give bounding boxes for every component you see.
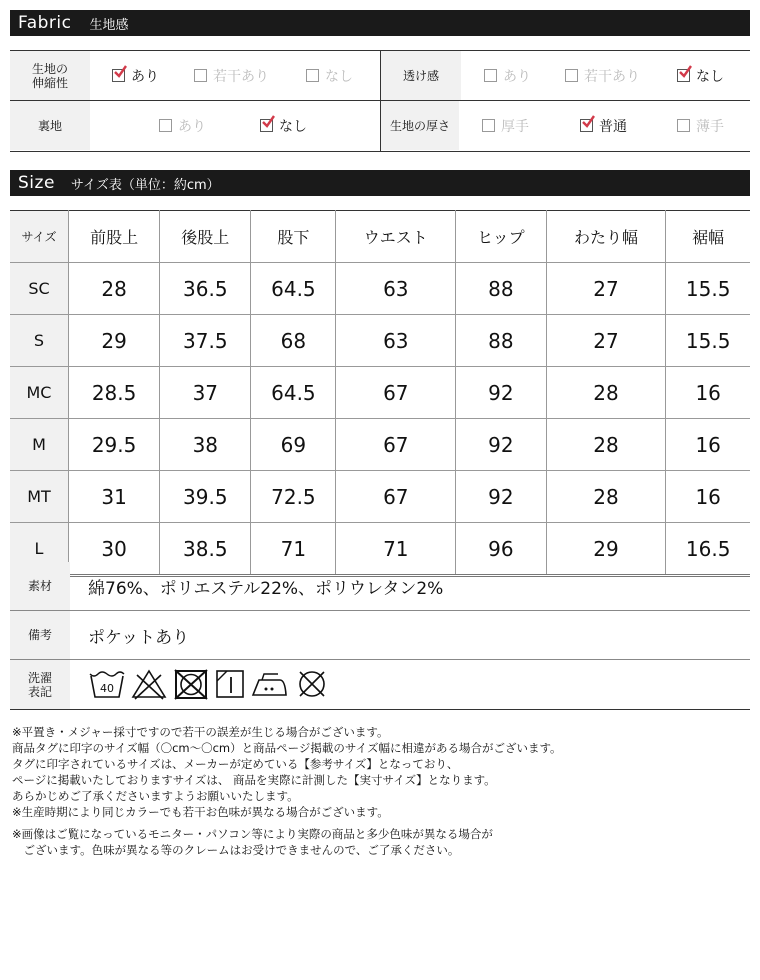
note-line: あらかじめご了承くださいますようお願いいたします。: [12, 789, 299, 803]
sheer-option-slight: 若干あり: [565, 51, 640, 100]
stretch-option-yes: あり: [112, 51, 159, 100]
table-cell: 27: [546, 315, 666, 367]
note-line: ございます。色味が異なる等のクレームはお受けできませんので、ご了承ください。: [12, 843, 460, 857]
table-cell: 16: [666, 471, 750, 523]
material-row: [10, 562, 750, 611]
no-bleach-icon: [130, 668, 168, 700]
checkmark-icon: [678, 65, 692, 79]
note-line: ページに掲載いたしておりますサイズは、 商品を実際に計測した【実寸サイズ】となります。: [12, 773, 496, 787]
table-cell: 88: [456, 315, 546, 367]
table-cell: 15.5: [666, 263, 750, 315]
table-cell: 29.5: [69, 419, 160, 471]
table-cell: 67: [336, 367, 456, 419]
size-label: SC: [10, 263, 69, 315]
care-label: 洗濯 表記: [10, 660, 70, 709]
table-cell: 16.5: [666, 523, 750, 576]
table-cell: 30: [69, 523, 160, 576]
table-cell: 38: [160, 419, 251, 471]
thickness-option-normal: 普通: [580, 101, 627, 150]
sheer-option-yes: あり: [484, 51, 531, 100]
sheer-label: 透け感: [381, 51, 461, 100]
wash-40-icon: [88, 668, 126, 700]
material-value: 綿76%、ポリエステル22%、ポリウレタン2%: [88, 578, 444, 599]
table-cell: 68: [251, 315, 336, 367]
sheer-option-no: なし: [677, 51, 724, 100]
table-cell: 67: [336, 419, 456, 471]
table-cell: 64.5: [251, 263, 336, 315]
column-header: サイズ: [10, 211, 69, 263]
fabric-title: Fabric: [18, 13, 72, 33]
note-line: ※生産時期により同じカラーでも若干お色味が異なる場合がございます。: [12, 805, 389, 819]
stretch-option-no: なし: [306, 51, 353, 100]
table-cell: 36.5: [160, 263, 251, 315]
table-cell: 37: [160, 367, 251, 419]
table-cell: 28: [546, 367, 666, 419]
table-cell: 63: [336, 315, 456, 367]
table-cell: 28: [69, 263, 160, 315]
column-header: 股下: [251, 211, 336, 263]
table-row: [10, 367, 750, 419]
table-cell: 31: [69, 471, 160, 523]
fabric-subtitle: 生地感: [89, 17, 129, 33]
table-cell: 29: [69, 315, 160, 367]
table-row: [10, 315, 750, 367]
table-cell: 39.5: [160, 471, 251, 523]
note-line: 商品タグに印字のサイズ幅（〇cm〜〇cm）と商品ページ掲載のサイズ幅に相違がある場合がございます。: [12, 741, 562, 755]
lining-label: 裏地: [10, 101, 90, 150]
table-cell: 69: [251, 419, 336, 471]
column-header: ヒップ: [456, 211, 546, 263]
thickness-option-thin: 薄手: [677, 101, 724, 150]
column-header: 裾幅: [666, 211, 750, 263]
care-icons: [88, 668, 330, 700]
table-cell: 16: [666, 419, 750, 471]
checkmark-icon: [261, 115, 275, 129]
note-line: ※画像はご覧になっているモニター・パソコン等により実際の商品と多少色味が異なる場合が: [12, 827, 493, 841]
table-row: [10, 419, 750, 471]
size-table-header: [10, 211, 750, 263]
table-row: [10, 263, 750, 315]
lining-option-yes: あり: [159, 101, 206, 150]
column-header: 前股上: [69, 211, 160, 263]
table-cell: 28.5: [69, 367, 160, 419]
table-cell: 15.5: [666, 315, 750, 367]
size-section-header: [10, 170, 750, 196]
table-cell: 64.5: [251, 367, 336, 419]
lining-option-no: なし: [260, 101, 307, 150]
table-row: [10, 471, 750, 523]
size-label: MT: [10, 471, 69, 523]
fabric-divider: [380, 51, 381, 151]
thickness-option-thick: 厚手: [482, 101, 529, 150]
size-label: S: [10, 315, 69, 367]
column-header: ウエスト: [336, 211, 456, 263]
size-label: L: [10, 523, 69, 576]
fabric-section-header: [10, 10, 750, 36]
no-tumble-dry-icon: [172, 668, 210, 700]
table-cell: 38.5: [160, 523, 251, 576]
table-cell: 96: [456, 523, 546, 576]
iron-medium-icon: [250, 668, 290, 700]
material-label: 素材: [10, 562, 70, 610]
table-cell: 67: [336, 471, 456, 523]
table-cell: 29: [546, 523, 666, 576]
table-cell: 16: [666, 367, 750, 419]
table-cell: 71: [336, 523, 456, 576]
line-dry-shade-icon: [214, 668, 246, 700]
table-cell: 92: [456, 419, 546, 471]
stretch-label: 生地の 伸縮性: [10, 51, 90, 100]
table-cell: 28: [546, 471, 666, 523]
fabric-table: [10, 50, 750, 152]
table-cell: 37.5: [160, 315, 251, 367]
checkmark-icon: [113, 65, 127, 79]
svg-text:40: 40: [100, 682, 114, 695]
checkmark-icon: [581, 115, 595, 129]
table-cell: 63: [336, 263, 456, 315]
note-line: タグに印字されているサイズは、メーカーが定めている【参考サイズ】となっており、: [12, 757, 459, 771]
table-cell: 72.5: [251, 471, 336, 523]
stretch-option-slight: 若干あり: [194, 51, 269, 100]
note-line: ※平置き・メジャー採寸ですので若干の誤差が生じる場合がございます。: [12, 725, 389, 739]
table-cell: 27: [546, 263, 666, 315]
care-row: [10, 660, 750, 710]
size-title: Size: [18, 173, 55, 193]
table-cell: 71: [251, 523, 336, 576]
size-subtitle: サイズ表（単位：約cm）: [70, 177, 220, 193]
table-cell: 28: [546, 419, 666, 471]
size-table: [10, 210, 750, 577]
size-label: M: [10, 419, 69, 471]
remarks-label: 備考: [10, 611, 70, 659]
size-label: MC: [10, 367, 69, 419]
thickness-label: 生地の厚さ: [381, 101, 459, 150]
remarks-value: ポケットあり: [88, 627, 190, 648]
column-header: 後股上: [160, 211, 251, 263]
table-cell: 88: [456, 263, 546, 315]
notes: [12, 724, 742, 858]
column-header: わたり幅: [546, 211, 666, 263]
remarks-row: [10, 611, 750, 660]
table-cell: 92: [456, 471, 546, 523]
no-dry-clean-icon: [294, 668, 330, 700]
table-cell: 92: [456, 367, 546, 419]
